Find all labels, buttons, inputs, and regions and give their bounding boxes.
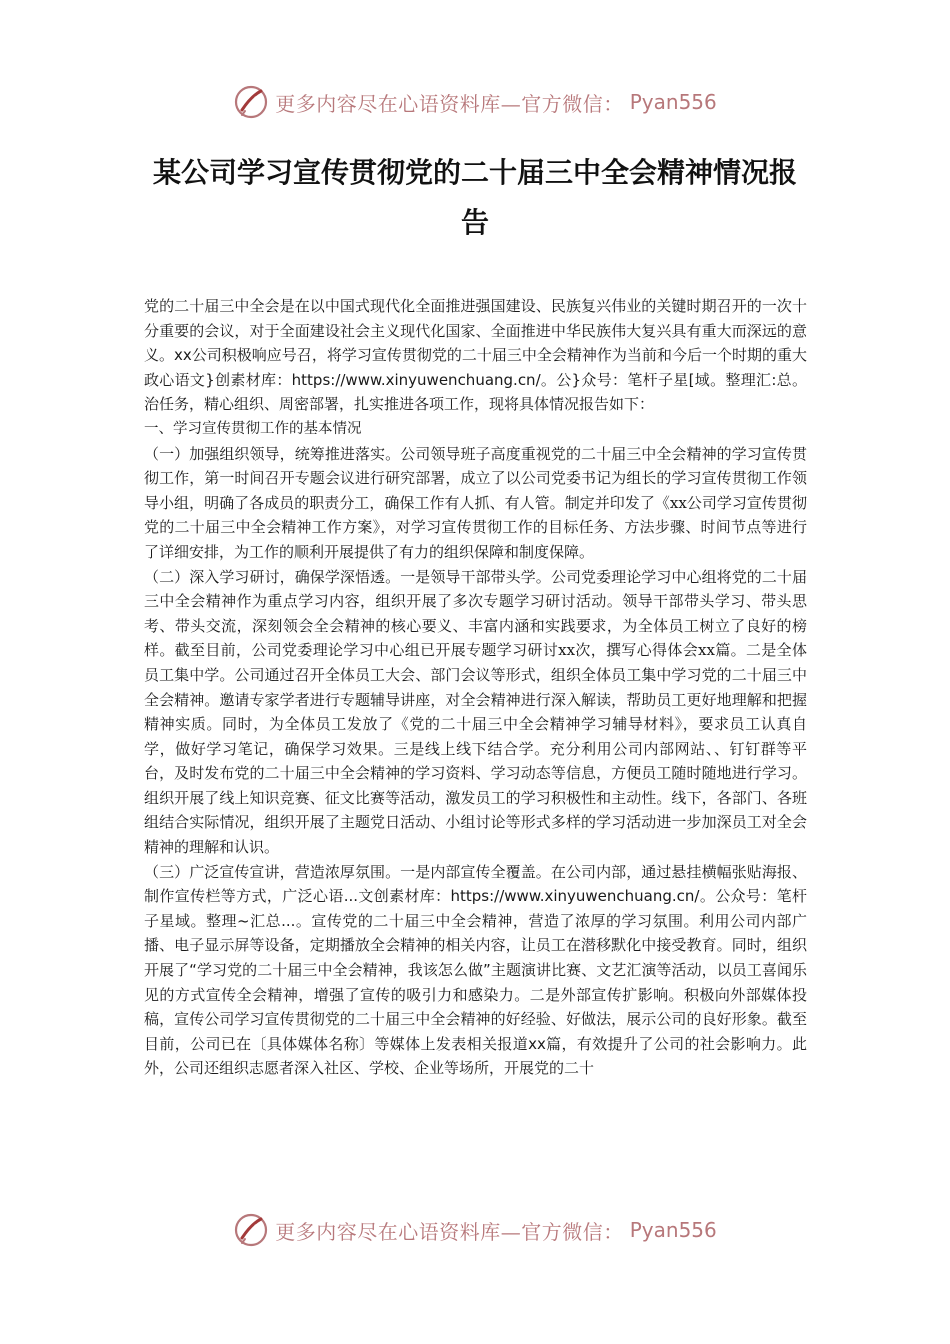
- pen-logo-icon: [233, 84, 269, 120]
- banner-text: 更多内容尽在心语资料库—官方微信：: [275, 1219, 624, 1244]
- paragraph-study: （二）深入学习研讨，确保学深悟透。一是领导干部带头学。公司党委理论学习中心组将党的二十届三中全会精神作为重点学习内容，组织开展了多次专题学习研讨活动。领导干部带头学习、带头思考、带头交流，深刻领会全会精神的核心要义、丰富内涵和实践要求，为全体员工树立了良好的榜样。截至目前，公司党委理论学习中心组已开展专题学习研讨xx次，撰写心得体会xx篇。二是全体员工集中学。公司通过召开全体员工大会、部门会议等形式，组织全体员工集中学习党的二十届三中全会精神。邀请专家学者进行专题辅导讲座，对全会精神进行深入解读，帮助员工更好地理解和把握精神实质。同时，为全体员工发放了《党的二十届三中全会精神学习辅导材料》，要求员工认真自学，做好学习笔记，确保学习效果。三是线上线下结合学。充分利用公司内部网站、、钉钉群等平台，及时发布党的二十届三中全会精神的学习资料、学习动态等信息，方便员工随时随地进行学习。组织开展了线上知识竞赛、征文比赛等活动，激发员工的学习积极性和主动性。线下，各部门、各班组结合实际情况，组织开展了主题党日活动、小组讨论等形式多样的学习活动进一步加深员工对全会精神的理解和认识。: [144, 567, 807, 857]
- banner-text: 更多内容尽在心语资料库—官方微信：: [275, 91, 624, 116]
- section-heading: 一、学习宣传贯彻工作的基本情况: [144, 420, 362, 437]
- pen-logo-icon: [233, 1212, 269, 1248]
- title-line-2: 告: [460, 206, 489, 239]
- document-title: [140, 148, 810, 248]
- paragraph-publicity: （三）广泛宣传宣讲，营造浓厚氛围。一是内部宣传全覆盖。在公司内部，通过悬挂横幅张贴海报、制作宣传栏等方式，广泛心语...文创素材库：https://www.xinyuwenchuang.cn/。公众号：笔杆子星域。整理~汇总...。宣传党的二十届三中全会精神，营造了浓厚的学习氛围。利用公司内部广播、电子显示屏等设备，定期播放全会精神的相关内容，让员工在潜移默化中接受教育。同时，组织开展了“学习党的二十届三中全会精神，我该怎么做”主题演讲比赛、文艺汇演等活动，以员工喜闻乐见的方式宣传全会精神，增强了宣传的吸引力和感染力。二是外部宣传扩影响。积极向外部媒体投稿，宣传公司学习宣传贯彻党的二十届三中全会精神的好经验、好做法，展示公司的良好形象。截至目前，公司已在〔具体媒体名称〕等媒体上发表相关报道xx篇，有效提升了公司的社会影响力。此外，公司还组织志愿者深入社区、学校、企业等场所，开展党的二十: [144, 862, 807, 1078]
- footer-watermark-banner: [0, 1208, 950, 1252]
- paragraph-organization: （一）加强组织领导，统筹推进落实。公司领导班子高度重视党的二十届三中全会精神的学习宣传贯彻工作，第一时间召开专题会议进行研究部署，成立了以公司党委书记为组长的学习宣传贯彻工作领导小组，明确了各成员的职责分工，确保工作有人抓、有人管。制定并印发了《xx公司学习宣传贯彻党的二十届三中全会精神工作方案》，对学习宣传贯彻工作的目标任务、方法步骤、时间节点等进行了详细安排，为工作的顺利开展提供了有力的组织保障和制度保障。: [144, 444, 807, 561]
- title-line-1: 某公司学习宣传贯彻党的二十届三中全会精神情况报: [152, 156, 797, 189]
- header-watermark-banner: [0, 80, 950, 124]
- banner-wechat-id: Pyan556: [629, 90, 717, 114]
- intro-paragraph: 党的二十届三中全会是在以中国式现代化全面推进强国建设、民族复兴伟业的关键时期召开的一次十分重要的会议，对于全面建设社会主义现代化国家、全面推进中华民族伟大复兴具有重大而深远的意义。xx公司积极响应号召，将学习宣传贯彻党的二十届三中全会精神作为当前和今后一个时期的重大政心语文}创素材库：https://www.xinyuwenchuang.cn/。公}众号：笔杆子星[域。整理汇:总。治任务，精心组织、周密部署，扎实推进各项工作，现将具体情况报告如下：: [144, 297, 807, 414]
- banner-wechat-id: Pyan556: [629, 1218, 717, 1242]
- document-body: [144, 294, 807, 1081]
